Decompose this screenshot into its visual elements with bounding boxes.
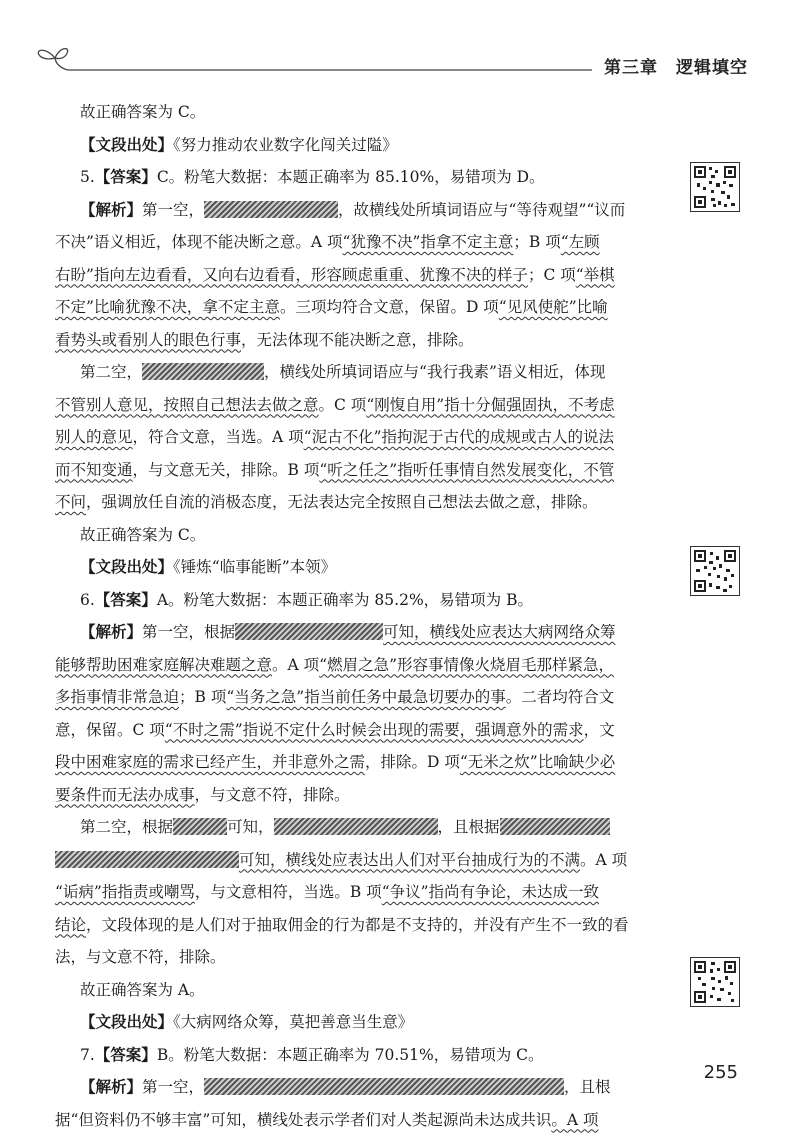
text-line: 多指事情非常急迫；B 项“当务之急”指当前任务中最急切要办的事。二者均符合文 [55,681,661,714]
redacted-text [500,818,610,835]
analysis-line: 【解析】第一空， ，且根 [55,1071,661,1104]
answer-label: 【答案】 [95,591,157,609]
qr-code-icon[interactable] [690,957,740,1007]
text-line: 第二空，根据 可知， ，且根据 [55,811,661,844]
text-line: 结论，文段体现的是人们对于抽取佣金的行为都是不支持的，并没有产生不一致的看 [55,909,661,942]
source-line: 【文段出处】《努力推动农业数字化闯关过隘》 [55,129,661,162]
text-line: 而不知变通，与文意无关，排除。B 项“听之任之”指听任事情自然发展变化，不管 [55,454,661,487]
analysis-label: 【解析】 [80,1078,142,1096]
analysis-line: 【解析】第一空， ，故横线处所填词语应与“等待观望”“议而 [55,194,661,227]
text-line: 故正确答案为 C。 [55,96,661,129]
answer-label: 【答案】 [95,1046,157,1064]
redacted-text [274,818,438,835]
text-line: 故正确答案为 C。 [55,519,661,552]
text-line: 据“但资料仍不够丰富”可知，横线处表示学者们对人类起源尚未达成共识。A 项 [55,1104,661,1136]
text-line: 别人的意见，符合文意，当选。A 项“泥古不化”指拘泥于古代的成规或古人的说法 [55,421,661,454]
text-line: 右盼”指向左边看看，又向右边看看，形容顾虑重重、犹豫不决的样子；C 项“举棋 [55,259,661,292]
answer-label: 【答案】 [95,168,157,186]
page-number: 255 [704,1062,738,1083]
redacted-text [142,363,264,380]
redacted-text [204,1078,564,1095]
redacted-text [204,201,338,218]
text-line: 能够帮助困难家庭解决难题之意。A 项“燃眉之急”形容事情像火烧眉毛那样紧急， [55,649,661,682]
analysis-line: 【解析】第一空，根据 可知，横线处应表达大病网络众筹 [55,616,661,649]
qr-code-icon[interactable] [690,162,740,212]
answer-line: 5.【答案】C。粉笔大数据：本题正确率为 85.10%，易错项为 D。 [55,161,661,194]
text-line: 法，与文意不符，排除。 [55,941,661,974]
source-line: 【文段出处】《锤炼“临事能断”本领》 [55,551,661,584]
source-line: 【文段出处】《大病网络众筹，莫把善意当生意》 [55,1006,661,1039]
redacted-text [173,818,227,835]
text-line: 第二空， ，横线处所填词语应与“我行我素”语义相近，体现 [55,356,661,389]
sprout-icon [38,49,68,70]
text-line: 意，保留。C 项“不时之需”指说不定什么时候会出现的需要，强调意外的需求，文 [55,714,661,747]
text-line: “诟病”指指责或嘲骂，与文意相符，当选。B 项“争议”指尚有争论，未达成一致 [55,876,661,909]
page-header [0,40,800,80]
answer-line: 6.【答案】A。粉笔大数据：本题正确率为 85.2%，易错项为 B。 [55,584,661,617]
redacted-text [235,623,383,640]
source-label: 【文段出处】 [80,1013,173,1031]
text-line: 不管别人意见，按照自己想法去做之意。C 项“刚愎自用”指十分倔强固执，不考虑 [55,389,661,422]
source-label: 【文段出处】 [80,136,173,154]
text-line: 不问，强调放任自流的消极态度，无法表达完全按照自己想法去做之意，排除。 [55,486,661,519]
text-line: 不决”语义相近，体现不能决断之意。A 项“犹豫不决”指拿不定主意；B 项“左顾 [55,226,661,259]
answer-line: 7.【答案】B。粉笔大数据：本题正确率为 70.51%，易错项为 C。 [55,1039,661,1072]
analysis-label: 【解析】 [80,201,142,219]
redacted-text [55,851,239,868]
text-line: 看势头或看别人的眼色行事，无法体现不能决断之意，排除。 [55,324,661,357]
text-line: 不定”比喻犹豫不决，拿不定主意。三项均符合文意，保留。D 项“见风使舵”比喻 [55,291,661,324]
chapter-title: 第三章 逻辑填空 [604,53,748,78]
text-line: 要条件而无法办成事，与文意不符，排除。 [55,779,661,812]
source-label: 【文段出处】 [80,558,173,576]
page-body [55,96,661,1136]
text-line: 故正确答案为 A。 [55,974,661,1007]
analysis-label: 【解析】 [80,623,142,641]
text-line: 可知，横线处应表达出人们对平台抽成行为的不满。A 项 [55,844,661,877]
text-line: 段中困难家庭的需求已经产生，并非意外之需，排除。D 项“无米之炊”比喻缺少必 [55,746,661,779]
qr-code-icon[interactable] [690,546,740,596]
